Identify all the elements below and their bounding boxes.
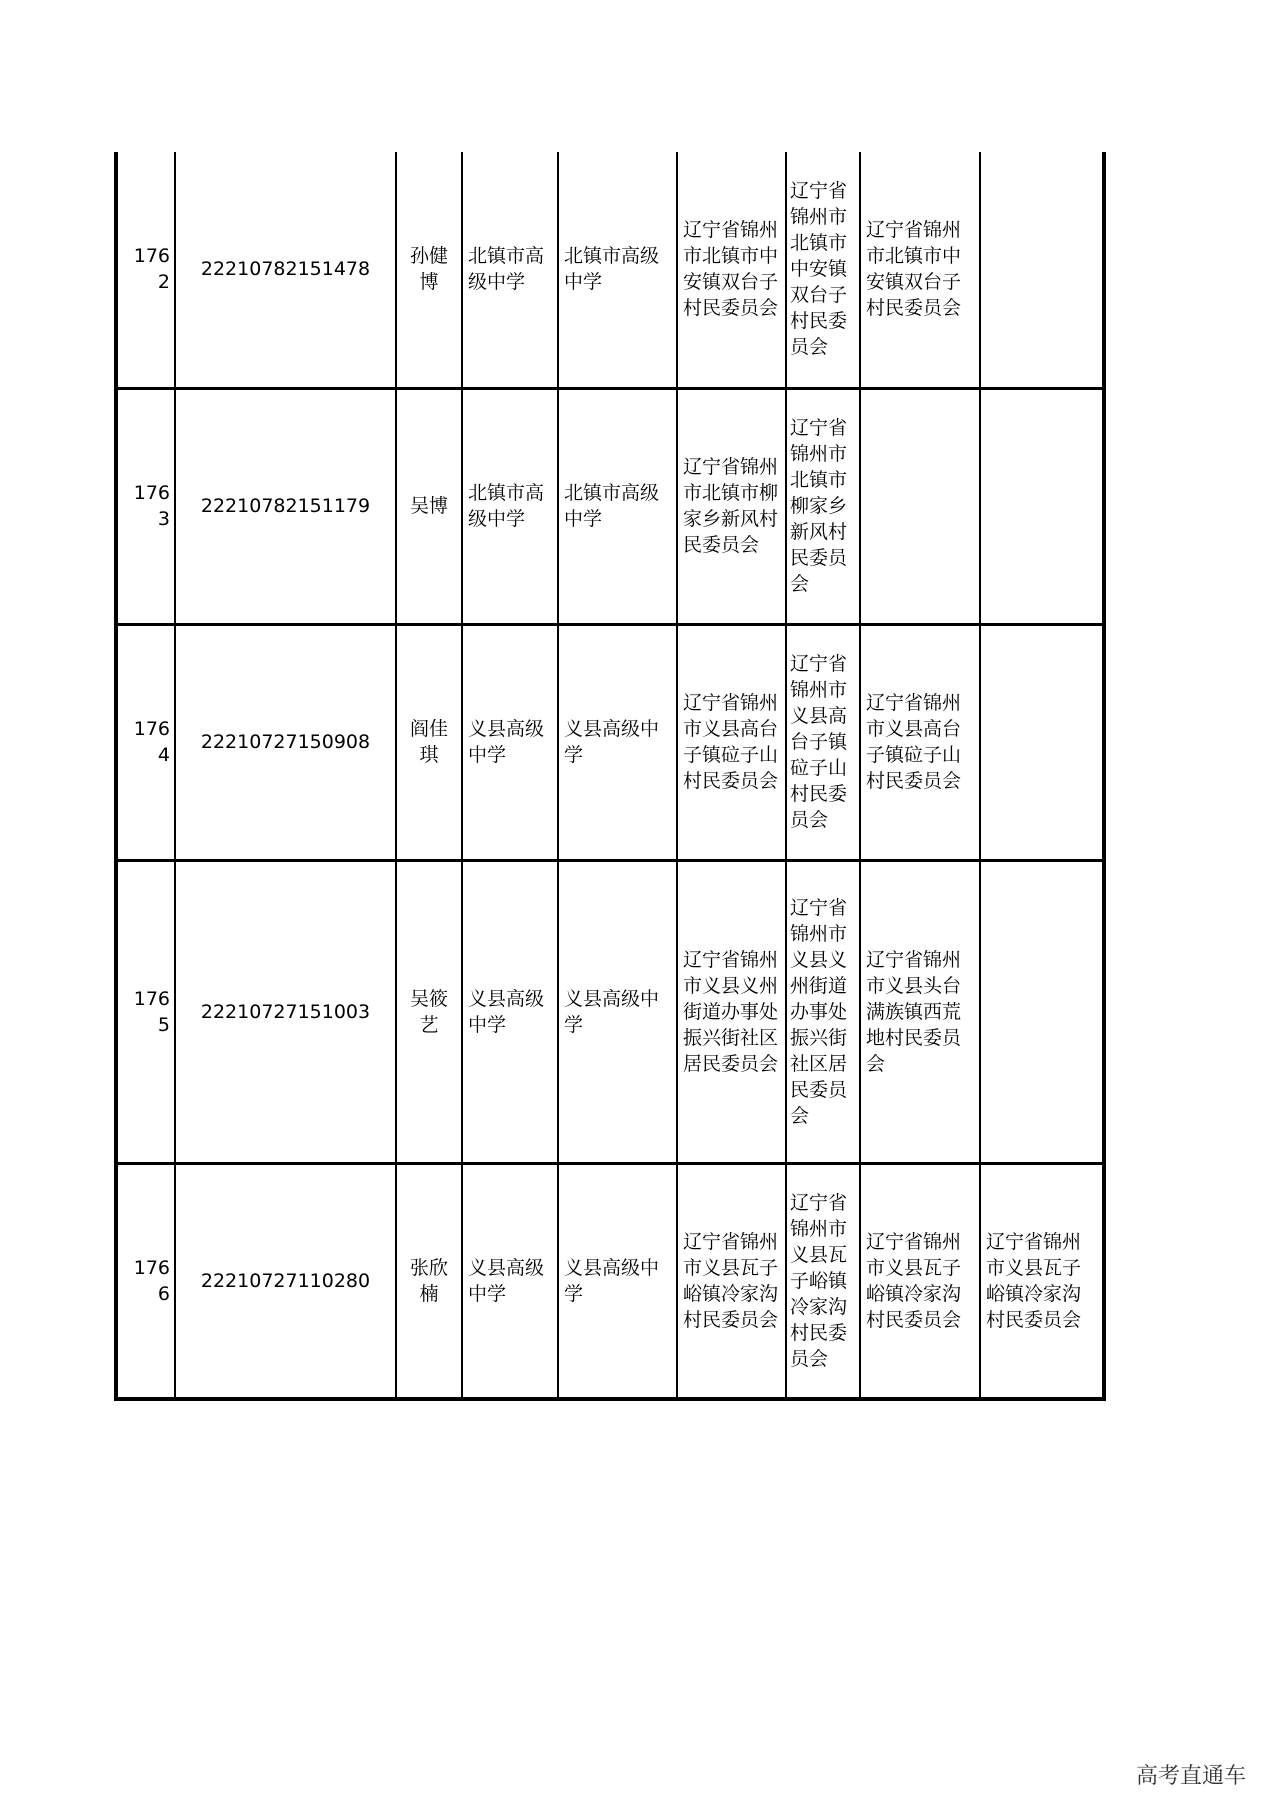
parent-address: 辽宁省锦州市义县高台子镇砬子山村民委员会 bbox=[786, 624, 860, 860]
parent-address: 辽宁省锦州市义县瓦子峪镇冷家沟村民委员会 bbox=[786, 1163, 860, 1399]
extra-address bbox=[980, 860, 1104, 1163]
guardian-address: 辽宁省锦州市义县高台子镇砬子山村民委员会 bbox=[860, 624, 980, 860]
extra-address bbox=[980, 388, 1104, 624]
exam-id: 22210727110280 bbox=[175, 1163, 396, 1399]
student-name: 阎佳琪 bbox=[396, 624, 462, 860]
household-address: 辽宁省锦州市义县高台子镇砬子山村民委员会 bbox=[677, 624, 786, 860]
table-row bbox=[116, 388, 1104, 624]
guardian-address: 辽宁省锦州市义县头台满族镇西荒地村民委员会 bbox=[860, 860, 980, 1163]
row-index: 1766 bbox=[116, 1163, 175, 1399]
household-address: 辽宁省锦州市义县瓦子峪镇冷家沟村民委员会 bbox=[677, 1163, 786, 1399]
guardian-address bbox=[860, 388, 980, 624]
school-name-2: 义县高级中学 bbox=[558, 860, 677, 1163]
extra-address bbox=[980, 624, 1104, 860]
row-index: 1765 bbox=[116, 860, 175, 1163]
exam-id: 22210727151003 bbox=[175, 860, 396, 1163]
table-row bbox=[116, 1163, 1104, 1399]
student-name: 孙健博 bbox=[396, 152, 462, 388]
school-name: 北镇市高级中学 bbox=[462, 152, 558, 388]
guardian-address: 辽宁省锦州市北镇市中安镇双台子村民委员会 bbox=[860, 152, 980, 388]
household-address: 辽宁省锦州市义县义州街道办事处振兴街社区居民委员会 bbox=[677, 860, 786, 1163]
parent-address: 辽宁省锦州市义县义州街道办事处振兴街社区居民委员会 bbox=[786, 860, 860, 1163]
parent-address: 辽宁省锦州市北镇市中安镇双台子村民委员会 bbox=[786, 152, 860, 388]
household-address: 辽宁省锦州市北镇市中安镇双台子村民委员会 bbox=[677, 152, 786, 388]
footer-watermark: 高考直通车 bbox=[1135, 1764, 1246, 1789]
extra-address: 辽宁省锦州市义县瓦子峪镇冷家沟村民委员会 bbox=[980, 1163, 1104, 1399]
guardian-address: 辽宁省锦州市义县瓦子峪镇冷家沟村民委员会 bbox=[860, 1163, 980, 1399]
table-row bbox=[116, 860, 1104, 1163]
row-index: 1764 bbox=[116, 624, 175, 860]
student-name: 吴博 bbox=[396, 388, 462, 624]
school-name-2: 义县高级中学 bbox=[558, 1163, 677, 1399]
row-index: 1762 bbox=[116, 152, 175, 388]
extra-address bbox=[980, 152, 1104, 388]
exam-id: 22210782151478 bbox=[175, 152, 396, 388]
school-name-2: 北镇市高级中学 bbox=[558, 152, 677, 388]
table-row bbox=[116, 152, 1104, 388]
exam-id: 22210782151179 bbox=[175, 388, 396, 624]
row-index: 1763 bbox=[116, 388, 175, 624]
school-name-2: 北镇市高级中学 bbox=[558, 388, 677, 624]
school-name: 义县高级中学 bbox=[462, 624, 558, 860]
school-name: 北镇市高级中学 bbox=[462, 388, 558, 624]
student-list-table bbox=[114, 152, 1106, 1401]
student-name: 吴筱艺 bbox=[396, 860, 462, 1163]
household-address: 辽宁省锦州市北镇市柳家乡新风村民委员会 bbox=[677, 388, 786, 624]
school-name-2: 义县高级中学 bbox=[558, 624, 677, 860]
exam-id: 22210727150908 bbox=[175, 624, 396, 860]
school-name: 义县高级中学 bbox=[462, 860, 558, 1163]
table-row bbox=[116, 624, 1104, 860]
parent-address: 辽宁省锦州市北镇市柳家乡新风村民委员会 bbox=[786, 388, 860, 624]
student-name: 张欣楠 bbox=[396, 1163, 462, 1399]
school-name: 义县高级中学 bbox=[462, 1163, 558, 1399]
